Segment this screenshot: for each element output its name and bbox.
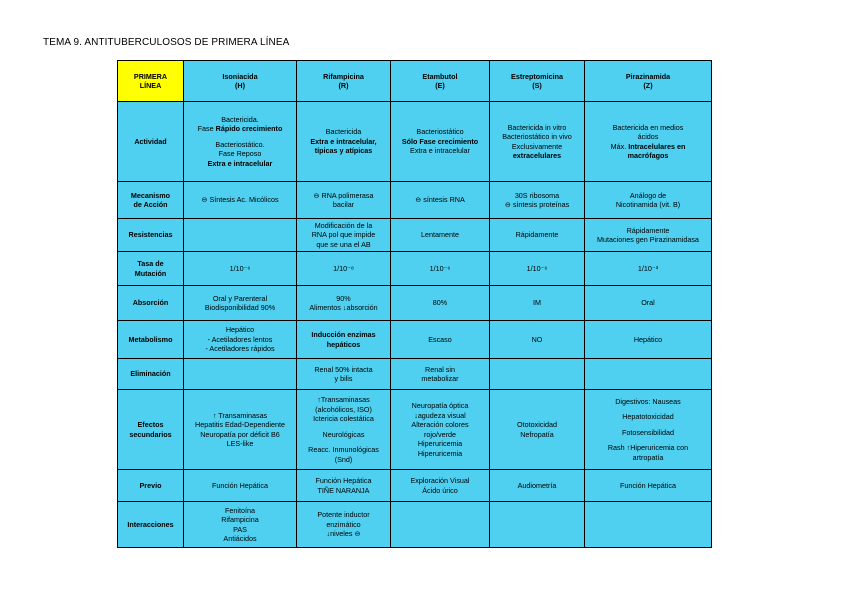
cell-line: - Acetiladores rápidos bbox=[205, 344, 275, 354]
cell-line: TIÑE NARANJA bbox=[317, 485, 370, 495]
row-header-eliminacion: Eliminación bbox=[118, 359, 184, 390]
column-header-etambutol: Etambutol (E) bbox=[391, 61, 490, 102]
cell-line: Máx. Intracelulares en bbox=[610, 141, 686, 151]
table-row-actividad bbox=[118, 102, 712, 182]
cell-line: ↑Transaminasas bbox=[317, 395, 370, 404]
cell-line: Renal sin bbox=[425, 364, 455, 374]
cell-tasa-mutacion-etambutol bbox=[391, 252, 490, 286]
cell-line: Función Hepática bbox=[315, 476, 372, 485]
cell-line: extracelulares bbox=[512, 151, 562, 160]
cell-interacciones-pirazinamida bbox=[585, 502, 712, 548]
cell-line: Hepático bbox=[633, 334, 663, 344]
row-header-absorcion: Absorción bbox=[118, 286, 184, 321]
cell-line: Audiometría bbox=[517, 480, 557, 490]
cell-line: Oral bbox=[641, 298, 655, 308]
cell-line: (Snd) bbox=[334, 454, 353, 464]
cell-line: Rápidamente bbox=[626, 225, 670, 235]
cell-line: Extra e intracelular, bbox=[310, 136, 377, 146]
column-header-estreptomicina: Estreptomicina (S) bbox=[490, 61, 585, 102]
cell-line: artropatía bbox=[632, 452, 664, 462]
cell-line: Extra e intracelular bbox=[207, 158, 273, 168]
cell-line: Modificación de la bbox=[314, 220, 373, 230]
cell-interacciones-etambutol bbox=[391, 502, 490, 548]
cell-interacciones-isoniacida bbox=[184, 502, 297, 548]
table-row-absorcion bbox=[118, 286, 712, 321]
column-header-rifampicina: Rifampicina (R) bbox=[297, 61, 391, 102]
cell-metabolismo-estreptomicina bbox=[490, 321, 585, 359]
cell-mecanismo-estreptomicina bbox=[490, 182, 585, 219]
cell-line: que se una el AB bbox=[316, 239, 371, 249]
cell-line: NO bbox=[531, 334, 543, 344]
cell-line: Bactericida. bbox=[221, 114, 259, 124]
column-header-pirazinamida: Pirazinamida (Z) bbox=[585, 61, 712, 102]
row-header-actividad: Actividad bbox=[118, 102, 184, 182]
cell-eliminacion-etambutol bbox=[391, 359, 490, 390]
cell-line: típicas y atípicas bbox=[314, 146, 373, 156]
cell-previo-pirazinamida bbox=[585, 470, 712, 502]
cell-line: Fenitoína bbox=[225, 505, 255, 515]
table-row-previo bbox=[118, 470, 712, 502]
cell-efectos-secundarios-rifampicina bbox=[297, 390, 391, 470]
cell-tasa-mutacion-isoniacida bbox=[184, 252, 297, 286]
cell-line: Función Hepática bbox=[212, 480, 268, 490]
cell-efectos-secundarios-estreptomicina bbox=[490, 390, 585, 470]
cell-line: 1/10⁻⁶ bbox=[229, 263, 251, 273]
cell-line: 80% bbox=[432, 298, 448, 308]
cell-line: ⊖ RNA polimerasa bbox=[313, 190, 374, 200]
cell-efectos-secundarios-pirazinamida bbox=[585, 390, 712, 470]
cell-line: Biodisponibilidad 90% bbox=[204, 303, 276, 312]
cell-line: Hiperuricemia bbox=[417, 439, 463, 448]
cell-line: ⊖ síntesis RNA bbox=[415, 195, 465, 205]
row-header-mecanismo: Mecanismo de Acción bbox=[118, 182, 184, 219]
table-row-efectos-secundarios bbox=[118, 390, 712, 470]
cell-line: ⊖ Síntesis Ac. Micólicos bbox=[201, 195, 279, 205]
table-row-interacciones bbox=[118, 502, 712, 548]
cell-line: Rash ↑Hiperuricemia con bbox=[607, 443, 689, 453]
cell-eliminacion-isoniacida bbox=[184, 359, 297, 390]
cell-line: Hepatitis Edad-Dependiente bbox=[195, 420, 285, 429]
cell-previo-etambutol bbox=[391, 470, 490, 502]
cell-line: ↓niveles ⊖ bbox=[326, 529, 361, 539]
cell-line: Hepático bbox=[225, 325, 255, 335]
cell-line: Digestivos: Nauseas bbox=[615, 396, 681, 406]
cell-line: Hepatotoxicidad bbox=[622, 412, 674, 422]
cell-line: Alimentos ↓absorción bbox=[309, 303, 378, 312]
cell-line: Fase Rápido crecimiento bbox=[197, 124, 283, 134]
cell-line: hepáticos bbox=[326, 339, 361, 349]
cell-line: Análogo de bbox=[629, 190, 667, 200]
cell-metabolismo-isoniacida bbox=[184, 321, 297, 359]
cell-line: 1/10⁻³ bbox=[637, 263, 659, 273]
cell-mecanismo-pirazinamida bbox=[585, 182, 712, 219]
cell-line: Reacc. Inmunológicas bbox=[308, 445, 379, 454]
cell-line: Rápidamente bbox=[515, 230, 559, 240]
cell-mecanismo-isoniacida bbox=[184, 182, 297, 219]
cell-line: Renal 50% intacta bbox=[314, 364, 373, 374]
cell-tasa-mutacion-pirazinamida bbox=[585, 252, 712, 286]
cell-efectos-secundarios-etambutol bbox=[391, 390, 490, 470]
cell-line: Ácido úrico bbox=[422, 485, 458, 495]
cell-line: Bacteriostático. bbox=[215, 139, 265, 149]
cell-line: y bilis bbox=[334, 374, 353, 383]
corner-header-cell: PRIMERA LÍNEA bbox=[118, 61, 184, 102]
cell-line: ↑ Transaminasas bbox=[212, 410, 268, 420]
cell-line: macrófagos bbox=[627, 151, 669, 160]
cell-metabolismo-pirazinamida bbox=[585, 321, 712, 359]
cell-line: enzimático bbox=[326, 519, 361, 529]
cell-previo-rifampicina bbox=[297, 470, 391, 502]
cell-line: Extra e intracelular bbox=[410, 146, 470, 156]
cell-actividad-estreptomicina bbox=[490, 102, 585, 182]
row-header-previo: Previo bbox=[118, 470, 184, 502]
cell-line: Bacteriostático bbox=[416, 127, 464, 137]
cell-line: 1/10⁻⁶ bbox=[429, 263, 451, 273]
cell-line: Escaso bbox=[428, 334, 452, 344]
row-header-efectos-secundarios: Efectos secundarios bbox=[118, 390, 184, 470]
cell-line: Bactericida en medios bbox=[612, 122, 684, 132]
cell-line: Rifampicina bbox=[221, 515, 259, 524]
cell-line: metabolizar bbox=[421, 374, 459, 383]
cell-line: Ictericia colestática bbox=[313, 414, 374, 423]
table-row-tasa-mutacion bbox=[118, 252, 712, 286]
cell-line: Neuropatía por déficit B6 bbox=[200, 429, 280, 439]
cell-efectos-secundarios-isoniacida bbox=[184, 390, 297, 470]
table-row-metabolismo bbox=[118, 321, 712, 359]
cell-metabolismo-rifampicina bbox=[297, 321, 391, 359]
cell-resistencias-rifampicina bbox=[297, 219, 391, 252]
cell-line: 90% bbox=[336, 293, 351, 303]
cell-line: Potente inductor bbox=[317, 510, 370, 520]
cell-line: Nefropatía bbox=[520, 429, 554, 439]
column-header-isoniacida: Isoniacida (H) bbox=[184, 61, 297, 102]
cell-line: - Acetiladores lentos bbox=[207, 334, 273, 344]
cell-line: Neurológicas bbox=[322, 429, 365, 439]
cell-line: PAS bbox=[233, 524, 247, 534]
cell-line: Mutaciones gen Pirazinamidasa bbox=[597, 235, 699, 244]
cell-metabolismo-etambutol bbox=[391, 321, 490, 359]
table-row-resistencias bbox=[118, 219, 712, 252]
document-title: TEMA 9. ANTITUBERCULOSOS DE PRIMERA LÍNEA bbox=[43, 37, 290, 48]
cell-line: rojo/verde bbox=[424, 429, 456, 439]
cell-line: (alcohólicos, ISO) bbox=[315, 404, 372, 414]
cell-line: Nicotinamida (vit. B) bbox=[615, 200, 681, 209]
cell-eliminacion-rifampicina bbox=[297, 359, 391, 390]
cell-actividad-etambutol bbox=[391, 102, 490, 182]
cell-resistencias-isoniacida bbox=[184, 219, 297, 252]
row-header-interacciones: Interacciones bbox=[118, 502, 184, 548]
cell-line: Exclusivamente bbox=[511, 141, 563, 151]
cell-line: RNA pol que impide bbox=[311, 230, 376, 240]
cell-previo-isoniacida bbox=[184, 470, 297, 502]
cell-mecanismo-etambutol bbox=[391, 182, 490, 219]
cell-line: Ototoxicidad bbox=[517, 420, 557, 429]
cell-line: 1/10⁻⁶ bbox=[526, 263, 548, 273]
cell-line: Sólo Fase crecimiento bbox=[401, 136, 479, 146]
row-header-tasa-mutacion: Tasa de Mutación bbox=[118, 252, 184, 286]
cell-line: Neuropatía óptica bbox=[411, 401, 469, 410]
table-row-eliminacion bbox=[118, 359, 712, 390]
cell-resistencias-estreptomicina bbox=[490, 219, 585, 252]
cell-line: Fase Reposo bbox=[218, 149, 262, 159]
cell-absorcion-pirazinamida bbox=[585, 286, 712, 321]
table-row-mecanismo bbox=[118, 182, 712, 219]
cell-interacciones-estreptomicina bbox=[490, 502, 585, 548]
cell-line: Alteración colores bbox=[411, 420, 469, 429]
cell-line: Inducción enzimas bbox=[311, 330, 376, 339]
cell-line: Bactericida bbox=[325, 127, 362, 137]
cell-line: 30S ribosoma bbox=[514, 190, 560, 200]
row-header-metabolismo: Metabolismo bbox=[118, 321, 184, 359]
cell-absorcion-isoniacida bbox=[184, 286, 297, 321]
cell-line: ↓agudeza visual bbox=[414, 410, 466, 420]
cell-line: Fotosensibilidad bbox=[622, 427, 674, 437]
cell-line: Hiperuricemia bbox=[417, 448, 463, 458]
cell-tasa-mutacion-rifampicina bbox=[297, 252, 391, 286]
cell-line: bacilar bbox=[332, 200, 355, 209]
cell-tasa-mutacion-estreptomicina bbox=[490, 252, 585, 286]
cell-absorcion-etambutol bbox=[391, 286, 490, 321]
cell-absorcion-estreptomicina bbox=[490, 286, 585, 321]
cell-actividad-pirazinamida bbox=[585, 102, 712, 182]
cell-actividad-isoniacida bbox=[184, 102, 297, 182]
cell-eliminacion-pirazinamida bbox=[585, 359, 712, 390]
row-header-resistencias: Resistencias bbox=[118, 219, 184, 252]
table-header-row bbox=[118, 61, 712, 102]
drug-comparison-table bbox=[117, 60, 712, 548]
cell-line: Antiácidos bbox=[223, 534, 257, 543]
cell-eliminacion-estreptomicina bbox=[490, 359, 585, 390]
cell-line: 1/10⁻⁸ bbox=[333, 263, 354, 273]
cell-line: IM bbox=[533, 298, 541, 308]
cell-line: Exploración Visual bbox=[410, 476, 470, 485]
cell-line: LES-like bbox=[226, 439, 254, 448]
cell-line: ⊖ síntesis proteínas bbox=[504, 200, 570, 209]
cell-actividad-rifampicina bbox=[297, 102, 391, 182]
cell-mecanismo-rifampicina bbox=[297, 182, 391, 219]
cell-resistencias-etambutol bbox=[391, 219, 490, 252]
cell-line: ácidos bbox=[637, 132, 659, 141]
cell-line: Oral y Parenteral bbox=[212, 293, 268, 303]
cell-resistencias-pirazinamida bbox=[585, 219, 712, 252]
cell-interacciones-rifampicina bbox=[297, 502, 391, 548]
cell-previo-estreptomicina bbox=[490, 470, 585, 502]
cell-absorcion-rifampicina bbox=[297, 286, 391, 321]
cell-line: Bacteriostático in vivo bbox=[502, 132, 572, 141]
cell-line: Lentamente bbox=[421, 230, 459, 240]
cell-line: Bactericida in vitro bbox=[507, 122, 567, 132]
cell-line: Función Hepática bbox=[620, 480, 676, 490]
